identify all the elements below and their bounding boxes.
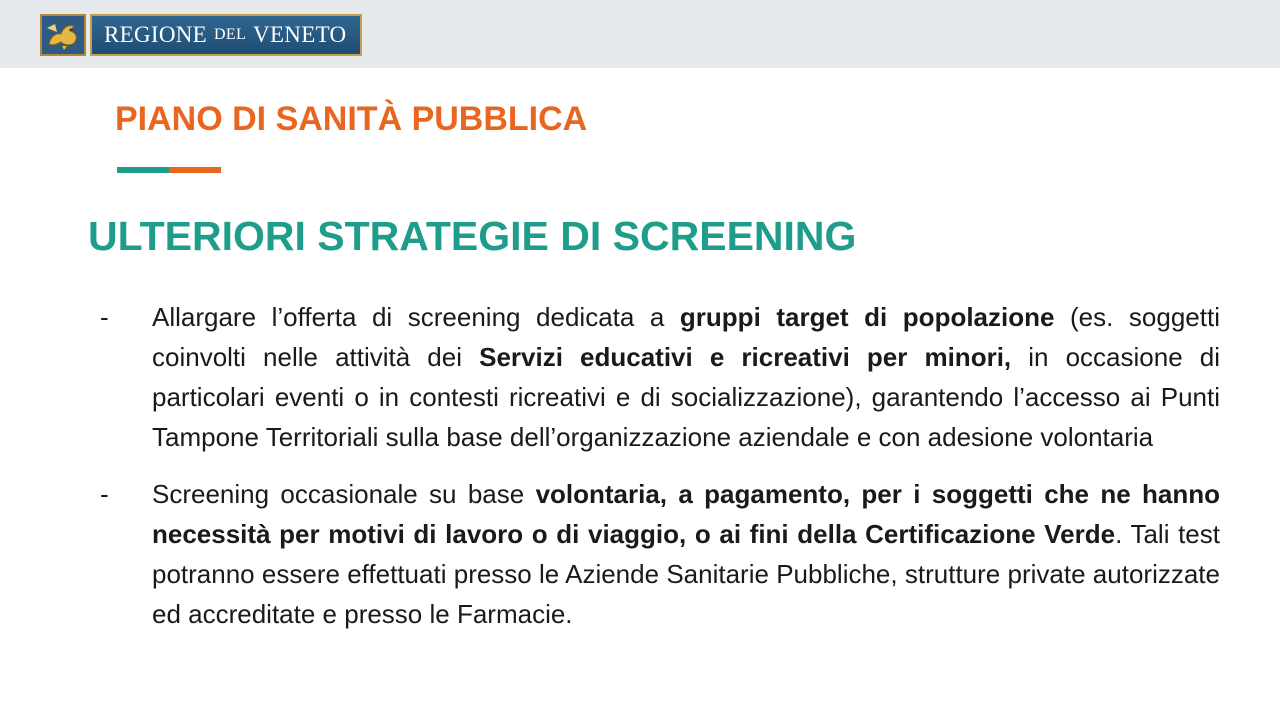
bullet-bold-run: gruppi target di popolazione [679,302,1055,332]
section-title: PIANO DI SANITÀ PUBBLICA [115,100,588,138]
divider-orange-segment [169,167,221,173]
logo-word-veneto: VENETO [253,22,347,47]
bullet-list [100,297,1220,634]
bullet-text-run: Screening occasionale su base [152,479,536,509]
bullet-dash: - [100,302,109,332]
header-bar [0,0,1280,68]
bullet-item [100,474,1220,634]
lion-of-st-mark-icon [40,14,86,56]
regione-veneto-logo [40,14,362,56]
bullet-text-run: . Tali test potranno essere effettuati presso le Aziende Sanitarie Pubbliche, strutture private autorizzate ed accreditate e presso le Farmacie. [152,519,1220,629]
bullet-text-run: Allargare l’offerta di screening dedicata a [152,302,680,332]
regione-veneto-wordmark [90,14,362,56]
title-divider [117,167,221,173]
bullet-dash: - [100,479,109,509]
logo-word-del: DEL [214,26,247,43]
bullet-text-run: in occasione di particolari eventi o in contesti ricreativi e di socializzazione), garantendo l’accesso ai Punti Tampone Territoriali sulla base dell’organizzazione aziendale e con adesione volontaria [152,342,1220,452]
bullet-text-run: (es. soggetti coinvolti nelle attività dei [152,302,1220,372]
divider-teal-segment [117,167,169,173]
logo-word-regione: REGIONE [104,22,208,47]
bullet-item [100,297,1220,457]
bullet-bold-run: Servizi educativi e ricreativi per minori, [479,342,1012,372]
bullet-bold-run: volontaria, a pagamento, per i soggetti che ne hanno necessità per motivi di lavoro o di viaggio, o ai fini della Certificazione Verde [152,479,1220,549]
slide-subtitle: ULTERIORI STRATEGIE DI SCREENING [88,213,857,259]
